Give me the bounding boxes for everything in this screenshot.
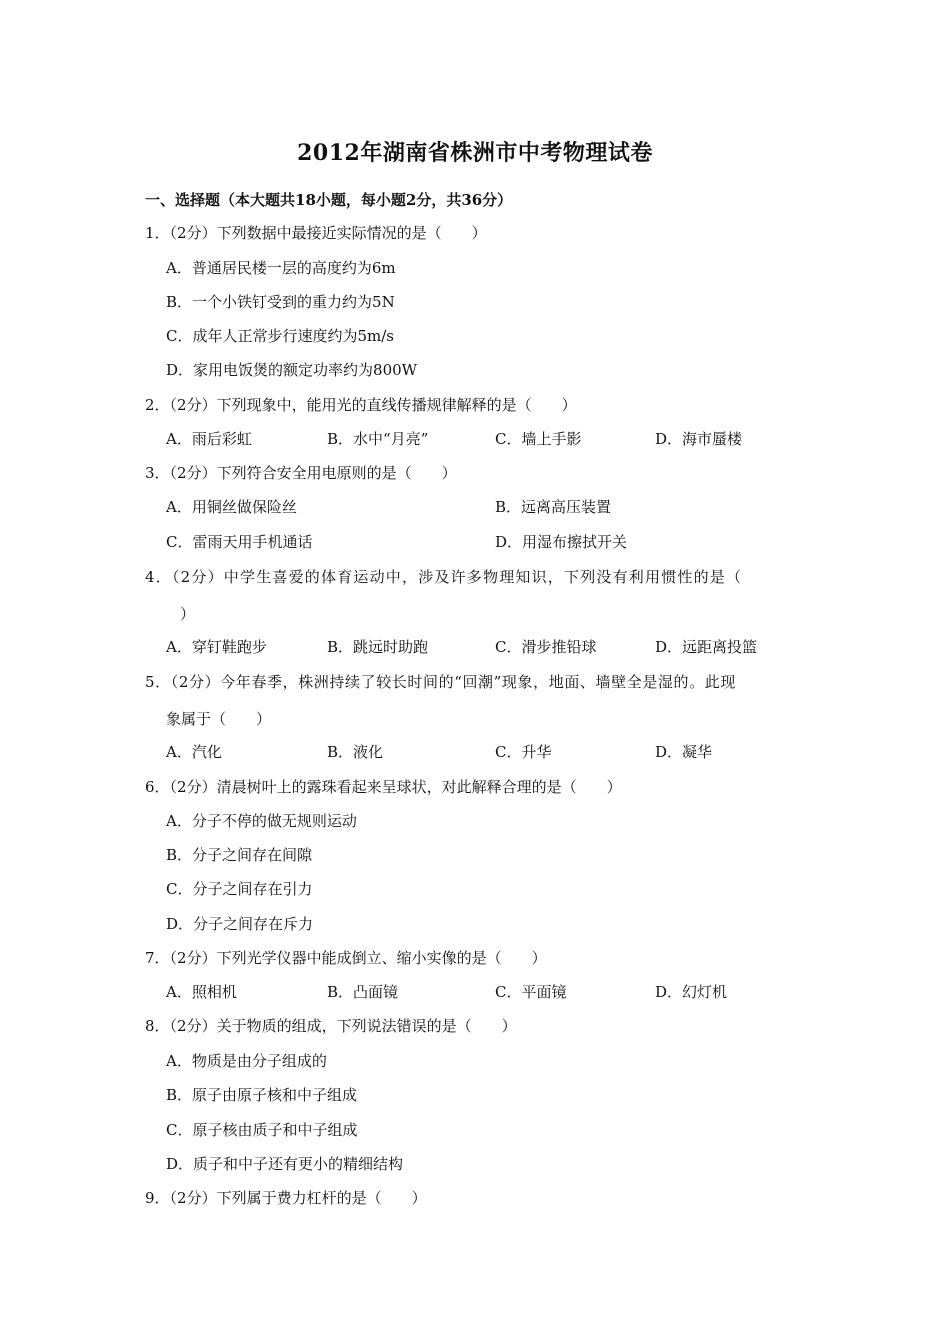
question-4-option-a: A．穿钉鞋跑步 <box>166 638 267 656</box>
question-3-option-b: B．远离高压装置 <box>495 498 612 516</box>
question-8-option-d: D．质子和中子还有更小的精细结构 <box>166 1155 404 1173</box>
question-3-option-d: D．用湿布擦拭开关 <box>495 533 628 551</box>
question-7-option-a: A．照相机 <box>166 983 237 1001</box>
question-2-option-c: C．墙上手影 <box>495 430 582 448</box>
question-1-option-d: D．家用电饭煲的额定功率约为800W <box>166 361 418 379</box>
question-2-option-b: B．水中“月亮” <box>327 430 429 448</box>
question-5-option-d: D．凝华 <box>655 743 713 761</box>
question-5-stem: 5．（2分）今年春季，株洲持续了较长时间的“回潮”现象，地面、墙壁全是湿的。此现 <box>145 673 736 691</box>
question-4-option-c: C．滑步推铅球 <box>495 638 597 656</box>
page-title: 2012年湖南省株洲市中考物理试卷 <box>297 140 653 166</box>
question-6-option-b: B．分子之间存在间隙 <box>166 846 313 864</box>
question-7-stem: 7．（2分）下列光学仪器中能成倒立、缩小实像的是（ ） <box>145 949 547 967</box>
section-heading: 一、选择题（本大题共18小题，每小题2分，共36分） <box>145 191 513 209</box>
question-2-option-d: D．海市蜃楼 <box>655 430 743 448</box>
question-2-option-a: A．雨后彩虹 <box>166 430 252 448</box>
question-6-option-d: D．分子之间存在斥力 <box>166 915 314 933</box>
question-8-stem: 8．（2分）关于物质的组成，下列说法错误的是（ ） <box>145 1017 517 1035</box>
question-4-option-d: D．远距离投篮 <box>655 638 758 656</box>
question-4-stem: 4．（2分）中学生喜爱的体育运动中，涉及许多物理知识，下列没有利用惯性的是（ <box>145 568 743 586</box>
question-1-option-b: B．一个小铁钉受到的重力约为5N <box>166 293 395 311</box>
question-5-stem-cont: 象属于（ ） <box>166 710 272 728</box>
question-1-option-a: A．普通居民楼一层的高度约为6m <box>166 259 396 277</box>
question-7-option-d: D．幻灯机 <box>655 983 728 1001</box>
question-8-option-b: B．原子由原子核和中子组成 <box>166 1086 358 1104</box>
question-9-stem: 9．（2分）下列属于费力杠杆的是（ ） <box>145 1189 427 1207</box>
question-3-option-c: C．雷雨天用手机通话 <box>166 533 313 551</box>
question-1-option-c: C．成年人正常步行速度约为5m/s <box>166 327 394 345</box>
question-7-option-c: C．平面镜 <box>495 983 567 1001</box>
question-5-option-a: A．汽化 <box>166 743 222 761</box>
question-2-stem: 2．（2分）下列现象中，能用光的直线传播规律解释的是（ ） <box>145 396 577 414</box>
question-5-option-c: C．升华 <box>495 743 552 761</box>
question-6-option-c: C．分子之间存在引力 <box>166 880 313 898</box>
question-3-stem: 3．（2分）下列符合安全用电原则的是（ ） <box>145 464 457 482</box>
question-4-option-b: B．跳远时助跑 <box>327 638 429 656</box>
question-8-option-a: A．物质是由分子组成的 <box>166 1052 327 1070</box>
question-8-option-c: C．原子核由质子和中子组成 <box>166 1121 358 1139</box>
question-6-stem: 6．（2分）清晨树叶上的露珠看起来呈球状，对此解释合理的是（ ） <box>145 778 622 796</box>
question-5-option-b: B．液化 <box>327 743 384 761</box>
question-6-option-a: A．分子不停的做无规则运动 <box>166 812 357 830</box>
question-7-option-b: B．凸面镜 <box>327 983 399 1001</box>
question-4-stem-cont: ） <box>180 605 196 623</box>
question-3-option-a: A．用铜丝做保险丝 <box>166 498 297 516</box>
question-1-stem: 1．（2分）下列数据中最接近实际情况的是（ ） <box>145 224 487 242</box>
